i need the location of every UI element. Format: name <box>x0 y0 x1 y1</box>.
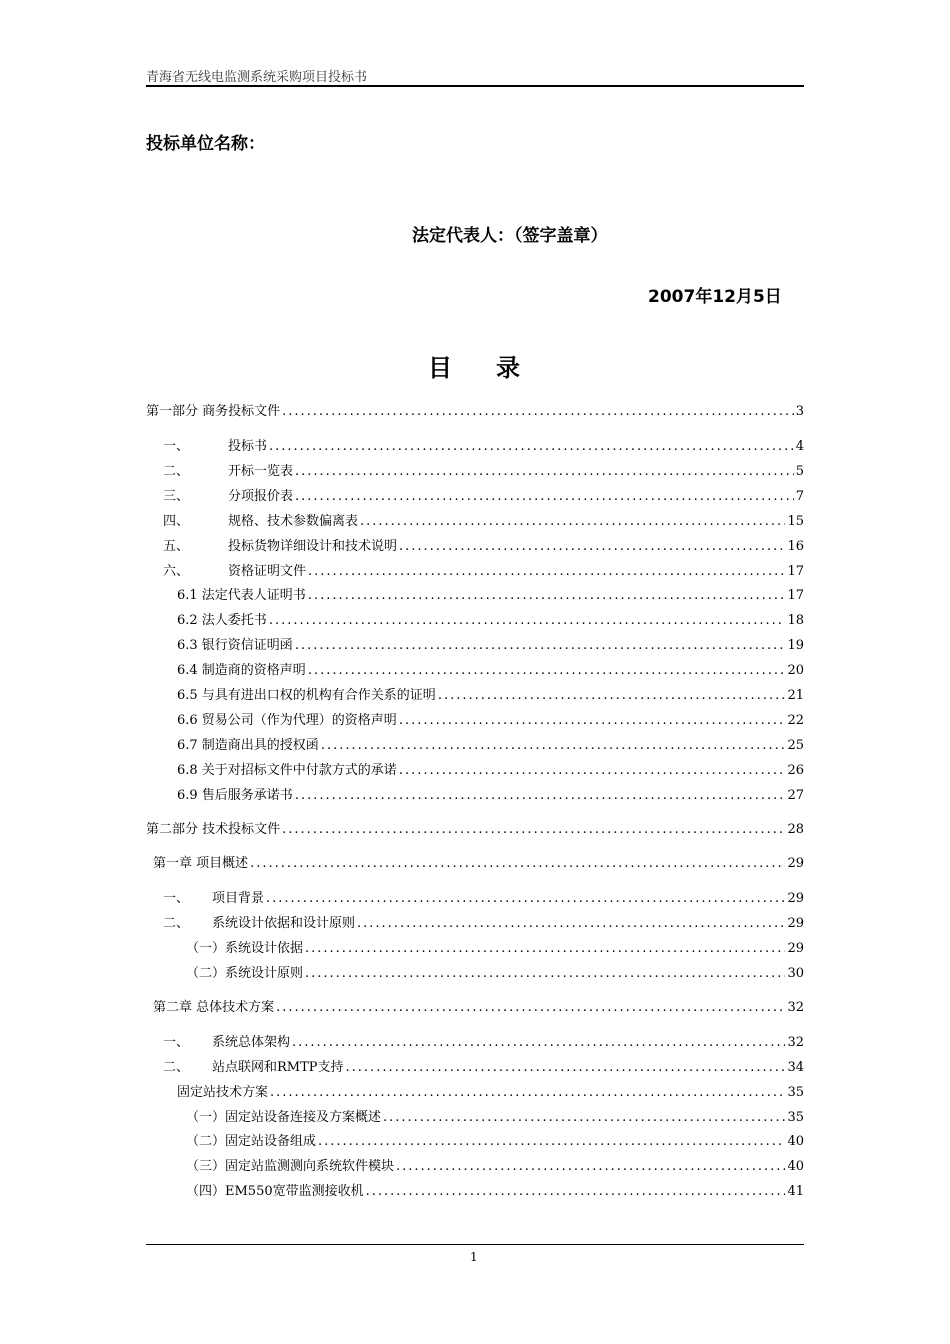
toc-entry[interactable] <box>163 488 804 506</box>
toc-entry-label: 第二部分 技术投标文件 <box>146 822 281 837</box>
toc-entry-page: 29 <box>787 891 804 906</box>
toc-entry-label: 6.4 制造商的资格声明 <box>177 663 306 678</box>
toc-entry-page: 17 <box>787 588 804 603</box>
toc-entry[interactable] <box>177 687 804 705</box>
toc-dot-leader <box>383 1109 785 1127</box>
toc-entry[interactable] <box>177 612 804 630</box>
toc-entry-page: 5 <box>795 464 804 479</box>
toc-entry-label: 系统设计依据和设计原则 <box>212 916 356 931</box>
toc-dot-leader <box>396 1158 785 1176</box>
toc-entry[interactable] <box>146 403 804 421</box>
toc-entry-number: 六、 <box>163 564 190 579</box>
toc-entry[interactable] <box>177 637 804 655</box>
toc-dot-leader <box>295 637 786 655</box>
toc-entry-page: 40 <box>787 1159 804 1174</box>
toc-dot-leader <box>438 687 786 705</box>
toc-entry-label: 系统总体架构 <box>212 1035 291 1050</box>
toc-entry[interactable] <box>163 513 804 531</box>
toc-entry-page: 25 <box>787 738 804 753</box>
toc-entry-label: 6.7 制造商出具的授权函 <box>177 738 319 753</box>
toc-entry-page: 26 <box>787 763 804 778</box>
toc-dot-leader <box>295 488 794 506</box>
toc-dot-leader <box>269 438 794 456</box>
toc-entry[interactable] <box>186 965 804 983</box>
toc-entry-label: 6.3 银行资信证明函 <box>177 638 293 653</box>
toc-entry[interactable] <box>177 1084 804 1102</box>
toc-entry-label: 投标货物详细设计和技术说明 <box>228 539 398 554</box>
toc-dot-leader <box>308 563 785 581</box>
toc-dot-leader <box>321 737 786 755</box>
toc-title: 目录 <box>428 354 564 382</box>
toc-entry[interactable] <box>177 712 804 730</box>
toc-entry-label: （三）固定站监测测向系统软件模块 <box>186 1159 395 1174</box>
toc-dot-leader <box>282 403 794 421</box>
toc-entry[interactable] <box>146 821 804 839</box>
toc-entry-label: 6.9 售后服务承诺书 <box>177 788 293 803</box>
footer-divider <box>146 1244 804 1245</box>
document-date: 2007年12月5日 <box>648 287 782 307</box>
toc-dot-leader <box>399 762 786 780</box>
legal-representative-label: 法定代表人：（签字盖章） <box>412 226 608 246</box>
toc-dot-leader <box>266 890 785 908</box>
toc-entry-page: 21 <box>787 688 804 703</box>
toc-entry-label: 规格、技术参数偏离表 <box>228 514 359 529</box>
toc-dot-leader <box>282 821 785 839</box>
toc-entry-page: 34 <box>787 1060 804 1075</box>
toc-entry-label: 分项报价表 <box>228 489 294 504</box>
toc-dot-leader <box>308 587 786 605</box>
toc-entry-page: 16 <box>787 539 804 554</box>
toc-entry-number: 二、 <box>163 1060 190 1075</box>
toc-entry-label: 6.1 法定代表人证明书 <box>177 588 306 603</box>
toc-entry-number: 二、 <box>163 464 190 479</box>
toc-entry-label: 投标书 <box>228 439 268 454</box>
toc-entry-page: 32 <box>787 1000 804 1015</box>
toc-entry[interactable] <box>186 1133 804 1151</box>
toc-entry-page: 30 <box>787 966 804 981</box>
toc-entry-page: 22 <box>787 713 804 728</box>
toc-entry-page: 19 <box>787 638 804 653</box>
header-title: 青海省无线电监测系统采购项目投标书 <box>146 70 368 85</box>
toc-dot-leader <box>270 1084 785 1102</box>
toc-dot-leader <box>250 855 785 873</box>
toc-entry[interactable] <box>163 563 804 581</box>
toc-entry[interactable] <box>153 855 804 873</box>
toc-entry-label: （一）系统设计依据 <box>186 941 304 956</box>
toc-entry-number: 一、 <box>163 1035 190 1050</box>
toc-entry[interactable] <box>186 940 804 958</box>
toc-entry-label: 6.8 关于对招标文件中付款方式的承诺 <box>177 763 397 778</box>
toc-entry-page: 41 <box>787 1184 804 1199</box>
toc-entry-page: 29 <box>787 856 804 871</box>
toc-entry-page: 3 <box>795 404 804 419</box>
toc-entry-label: （二）系统设计原则 <box>186 966 304 981</box>
toc-entry-label: 6.5 与具有进出口权的机构有合作关系的证明 <box>177 688 436 703</box>
toc-entry-label: 第一部分 商务投标文件 <box>146 404 281 419</box>
toc-entry[interactable] <box>177 737 804 755</box>
toc-entry-number: 三、 <box>163 489 190 504</box>
toc-entry[interactable] <box>177 587 804 605</box>
toc-entry-page: 40 <box>787 1134 804 1149</box>
toc-dot-leader <box>276 999 785 1017</box>
toc-dot-leader <box>292 1034 785 1052</box>
toc-entry-page: 17 <box>787 564 804 579</box>
toc-entry[interactable] <box>177 787 804 805</box>
toc-entry-label: （四）EM550宽带监测接收机 <box>186 1184 364 1199</box>
toc-entry-label: 开标一览表 <box>228 464 294 479</box>
toc-dot-leader <box>269 612 786 630</box>
toc-entry[interactable] <box>186 1158 804 1176</box>
toc-dot-leader <box>305 940 785 958</box>
toc-entry[interactable] <box>177 662 804 680</box>
toc-entry[interactable] <box>163 1034 804 1052</box>
toc-entry-label: （二）固定站设备组成 <box>186 1134 317 1149</box>
toc-entry-number: 五、 <box>163 539 190 554</box>
toc-entry-label: 固定站技术方案 <box>177 1085 269 1100</box>
toc-entry-page: 28 <box>787 822 804 837</box>
toc-dot-leader <box>399 538 785 556</box>
toc-entry-page: 7 <box>795 489 804 504</box>
toc-dot-leader <box>360 513 785 531</box>
toc-entry[interactable] <box>186 1183 804 1201</box>
toc-entry[interactable] <box>163 438 804 456</box>
toc-entry-page: 29 <box>787 941 804 956</box>
footer-page-number: 1 <box>470 1250 478 1264</box>
toc-entry[interactable] <box>177 762 804 780</box>
toc-entry-page: 35 <box>787 1110 804 1125</box>
toc-entry-number: 一、 <box>163 891 190 906</box>
toc-entry-label: 站点联网和RMTP支持 <box>212 1060 344 1075</box>
bidder-name-label: 投标单位名称： <box>146 134 265 154</box>
toc-entry[interactable] <box>163 463 804 481</box>
toc-entry-page: 32 <box>787 1035 804 1050</box>
toc-entry[interactable] <box>186 1109 804 1127</box>
toc-dot-leader <box>346 1059 786 1077</box>
toc-dot-leader <box>366 1183 786 1201</box>
toc-entry-number: 二、 <box>163 916 190 931</box>
toc-entry-page: 18 <box>787 613 804 628</box>
toc-entry-label: 6.6 贸易公司（作为代理）的资格声明 <box>177 713 397 728</box>
toc-dot-leader <box>399 712 786 730</box>
toc-entry-page: 4 <box>795 439 804 454</box>
toc-entry-label: （一）固定站设备连接及方案概述 <box>186 1110 382 1125</box>
toc-entry-label: 第二章 总体技术方案 <box>153 1000 275 1015</box>
toc-entry-page: 35 <box>787 1085 804 1100</box>
toc-entry[interactable] <box>163 915 804 933</box>
toc-entry[interactable] <box>163 890 804 908</box>
toc-dot-leader <box>308 662 786 680</box>
toc-entry-page: 20 <box>787 663 804 678</box>
toc-dot-leader <box>318 1133 785 1151</box>
toc-entry[interactable] <box>163 538 804 556</box>
toc-dot-leader <box>305 965 785 983</box>
toc-entry-label: 6.2 法人委托书 <box>177 613 267 628</box>
toc-entry-number: 四、 <box>163 514 190 529</box>
toc-dot-leader <box>357 915 785 933</box>
toc-dot-leader <box>295 787 786 805</box>
toc-dot-leader <box>295 463 794 481</box>
toc-entry[interactable] <box>153 999 804 1017</box>
toc-entry[interactable] <box>163 1059 804 1077</box>
toc-entry-page: 15 <box>787 514 804 529</box>
toc-entry-page: 27 <box>787 788 804 803</box>
toc-entry-number: 一、 <box>163 439 190 454</box>
toc-entry-label: 资格证明文件 <box>228 564 307 579</box>
toc-entry-label: 项目背景 <box>212 891 265 906</box>
toc-entry-page: 29 <box>787 916 804 931</box>
toc-entry-label: 第一章 项目概述 <box>153 856 249 871</box>
